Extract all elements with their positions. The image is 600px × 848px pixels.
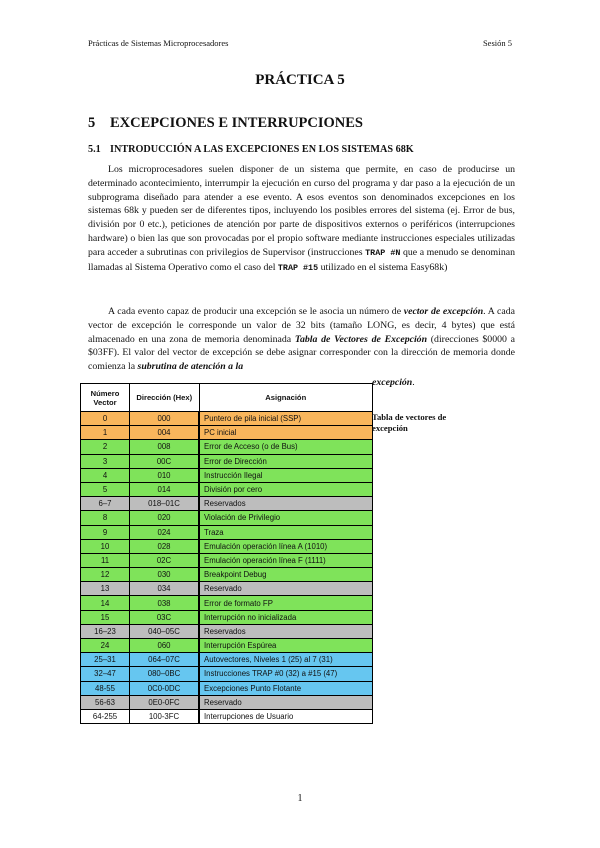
running-header-right: Sesión 5 <box>482 38 512 48</box>
cell-assignment: Puntero de pila inicial (SSP) <box>199 412 373 426</box>
cell-vector: 3 <box>81 454 130 468</box>
cell-assignment: Error de formato FP <box>199 596 373 610</box>
cell-assignment: Reservado <box>199 582 373 596</box>
paragraph-tail <box>372 377 415 388</box>
table-row <box>81 681 373 695</box>
subsection-heading <box>88 144 414 155</box>
cell-address: 014 <box>130 482 200 496</box>
para2-text-2: . A cada vector de excepción le corresponde un valor de 32 bits (tamaño LONG, es decir, 4 bytes) que está almacenado en una zona de memoria denominada <box>88 306 515 345</box>
cell-vector: 24 <box>81 639 130 653</box>
cell-assignment: Reservado <box>199 695 373 709</box>
cell-vector: 48-55 <box>81 681 130 695</box>
cell-address: 0E0-0FC <box>130 695 200 709</box>
cell-vector: 8 <box>81 511 130 525</box>
cell-address: 008 <box>130 440 200 454</box>
table-row <box>81 695 373 709</box>
subsection-number: 5.1 <box>88 144 101 155</box>
subsection-title: INTRODUCCIÓN A LAS EXCEPCIONES EN LOS SISTEMAS 68K <box>110 144 414 155</box>
table-row <box>81 610 373 624</box>
table-row <box>81 539 373 553</box>
cell-vector: 11 <box>81 553 130 567</box>
cell-assignment: Interrupción Espúrea <box>199 639 373 653</box>
header-address: Dirección (Hex) <box>130 384 200 412</box>
paragraph-vectors <box>88 305 515 374</box>
cell-assignment: Interrupciones de Usuario <box>199 709 373 723</box>
code-trap-n: TRAP #N <box>365 247 401 258</box>
cell-vector: 32–47 <box>81 667 130 681</box>
cell-address: 03C <box>130 610 200 624</box>
paragraph-intro <box>88 163 515 275</box>
cell-vector: 15 <box>81 610 130 624</box>
cell-assignment: Emulación operación línea F (1111) <box>199 553 373 567</box>
cell-assignment: Violación de Privilegio <box>199 511 373 525</box>
cell-address: 038 <box>130 596 200 610</box>
cell-address: 034 <box>130 582 200 596</box>
cell-address: 02C <box>130 553 200 567</box>
cell-vector: 4 <box>81 468 130 482</box>
cell-assignment: Error de Acceso (o de Bus) <box>199 440 373 454</box>
term-excepcion: excepción <box>372 377 413 388</box>
table-row <box>81 482 373 496</box>
cell-address: 030 <box>130 568 200 582</box>
cell-address: 020 <box>130 511 200 525</box>
section-title: EXCEPCIONES E INTERRUPCIONES <box>110 115 363 131</box>
para1-text-1: Los microprocesadores suelen disponer de un sistema que permite, en caso de producirse un determinado acontecimiento, interrumpir la ejecución en curso del programa y dar paso a la ejecución de un subprograma diseñado para atender a ese evento. A esos eventos son denominados excepciones en los sistemas 68k y pueden ser de diferentes tipos, incluyendo los posibles errores del sistema (ej. Error de bus, división por 0 etc.), peticiones de atención por parte de dispositivos externos o periféricos (interrupciones hardware) o bien las que son provocadas por el propio software mediante instrucciones especiales utilizadas para acceder a subrutinas con privilegios de Supervisor (instrucciones <box>88 164 515 258</box>
para2-text-4: . <box>412 377 415 388</box>
table-row <box>81 553 373 567</box>
cell-address: 028 <box>130 539 200 553</box>
cell-assignment: Autovectores, Niveles 1 (25) al 7 (31) <box>199 653 373 667</box>
table-row <box>81 497 373 511</box>
cell-address: 010 <box>130 468 200 482</box>
table-row <box>81 639 373 653</box>
table-row <box>81 412 373 426</box>
cell-assignment: Reservados <box>199 624 373 638</box>
term-tabla-vectores: Tabla de Vectores de Excepción <box>294 333 428 345</box>
cell-address: 100-3FC <box>130 709 200 723</box>
code-trap-15: TRAP #15 <box>277 262 319 273</box>
table-row <box>81 667 373 681</box>
cell-vector: 64-255 <box>81 709 130 723</box>
cell-vector: 10 <box>81 539 130 553</box>
cell-assignment: Instrucciones TRAP #0 (32) a #15 (47) <box>199 667 373 681</box>
table-body <box>81 412 373 724</box>
page-number: 1 <box>297 793 303 804</box>
table-row <box>81 468 373 482</box>
table-row <box>81 653 373 667</box>
cell-vector: 16–23 <box>81 624 130 638</box>
table-row <box>81 440 373 454</box>
table-header-row <box>81 384 373 412</box>
cell-vector: 0 <box>81 412 130 426</box>
cell-address: 004 <box>130 426 200 440</box>
cell-vector: 2 <box>81 440 130 454</box>
cell-address: 024 <box>130 525 200 539</box>
table-row <box>81 426 373 440</box>
header-vector: Número Vector <box>81 384 130 412</box>
cell-assignment: Error de Dirección <box>199 454 373 468</box>
section-heading <box>88 115 363 132</box>
cell-assignment: Emulación operación línea A (1010) <box>199 539 373 553</box>
cell-vector: 5 <box>81 482 130 496</box>
exception-vector-table <box>80 383 373 724</box>
cell-address: 060 <box>130 639 200 653</box>
cell-address: 000 <box>130 412 200 426</box>
cell-vector: 56-63 <box>81 695 130 709</box>
cell-address: 040–05C <box>130 624 200 638</box>
running-header-left: Prácticas de Sistemas Microprocesadores <box>88 38 229 48</box>
cell-assignment: Excepciones Punto Flotante <box>199 681 373 695</box>
cell-address: 00C <box>130 454 200 468</box>
header-assignment: Asignación <box>199 384 373 412</box>
table-row <box>81 709 373 723</box>
cell-address: 0C0-0DC <box>130 681 200 695</box>
table-row <box>81 525 373 539</box>
cell-assignment: Breakpoint Debug <box>199 568 373 582</box>
cell-vector: 1 <box>81 426 130 440</box>
cell-vector: 9 <box>81 525 130 539</box>
table-row <box>81 582 373 596</box>
para2-text-1: A cada evento capaz de producir una excepción se le asocia un número de <box>108 306 404 317</box>
cell-address: 064–07C <box>130 653 200 667</box>
cell-vector: 13 <box>81 582 130 596</box>
cell-vector: 12 <box>81 568 130 582</box>
para1-text-2: que a menudo se denominan llamadas al Sistema Operativo como el caso del <box>88 246 515 273</box>
cell-assignment: Reservados <box>199 497 373 511</box>
term-vector-excepcion: vector de excepción <box>403 306 484 317</box>
section-number: 5 <box>88 115 96 131</box>
table-row <box>81 596 373 610</box>
term-subrutina-atencion: subrutina de atención a la <box>137 361 244 373</box>
cell-assignment: División por cero <box>199 482 373 496</box>
para1-text-3: utilizado en el sistema Easy68k) <box>318 261 448 273</box>
table-row <box>81 511 373 525</box>
cell-vector: 6–7 <box>81 497 130 511</box>
cell-address: 080–0BC <box>130 667 200 681</box>
table-caption: Tabla de vectores de excepción <box>372 412 447 433</box>
table-row <box>81 624 373 638</box>
page-title: PRÁCTICA 5 <box>255 72 345 88</box>
cell-vector: 25–31 <box>81 653 130 667</box>
cell-assignment: PC inicial <box>199 426 373 440</box>
cell-assignment: Instrucción Ilegal <box>199 468 373 482</box>
table-row <box>81 568 373 582</box>
cell-address: 018–01C <box>130 497 200 511</box>
para2-text-3: (direcciones $0000 a $03FF). El valor del vector de excepción se debe asignar corresponder con la dirección de memoria donde comienza la <box>88 333 516 373</box>
cell-assignment: Interrupción no inicializada <box>199 610 373 624</box>
table-row <box>81 454 373 468</box>
cell-assignment: Traza <box>199 525 373 539</box>
cell-vector: 14 <box>81 596 130 610</box>
